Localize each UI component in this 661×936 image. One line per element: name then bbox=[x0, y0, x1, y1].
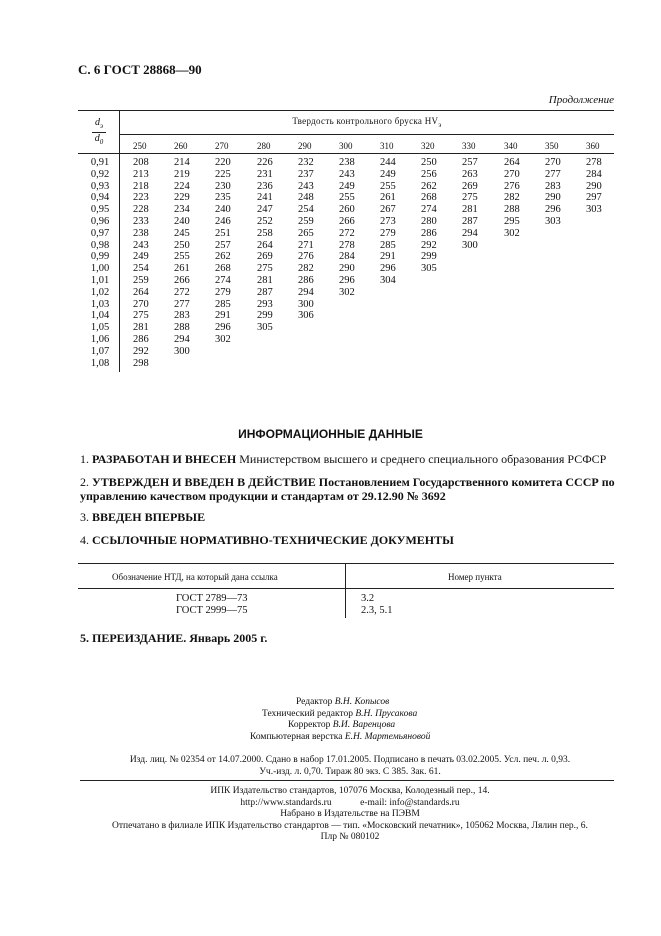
table-cell: 213 bbox=[133, 168, 149, 180]
table-cell: 268 bbox=[215, 263, 231, 275]
item-heading: УТВЕРЖДЕН И ВВЕДЕН В ДЕЙСТВИЕ bbox=[92, 475, 316, 489]
table-cell: 259 bbox=[298, 216, 314, 227]
table-cell: 300 bbox=[298, 298, 314, 310]
table-cell: 226 bbox=[257, 157, 273, 168]
row-label: 0,95 bbox=[90, 204, 110, 216]
table-cell: 249 bbox=[339, 180, 355, 192]
table-cell: 249 bbox=[133, 251, 149, 263]
table-cell: 299 bbox=[257, 310, 273, 322]
table-cell: 266 bbox=[339, 216, 355, 227]
row-label: 0,91 bbox=[90, 157, 110, 168]
row-label: 0,99 bbox=[90, 251, 110, 263]
table-cell: 283 bbox=[174, 310, 190, 322]
table-cell: 275 bbox=[257, 263, 273, 275]
table-cell: 302 bbox=[215, 334, 231, 345]
table-cell: 282 bbox=[298, 263, 314, 275]
table-cell: 269 bbox=[462, 180, 478, 192]
column-header: 350 bbox=[545, 141, 559, 151]
table-cell: 230 bbox=[215, 180, 231, 192]
table-cell: 291 bbox=[215, 310, 231, 322]
ntd-point-2: 2.3, 5.1 bbox=[361, 605, 393, 616]
table-cell: 295 bbox=[504, 216, 520, 227]
table-cell: 285 bbox=[215, 298, 231, 310]
table-cell: 273 bbox=[380, 216, 396, 227]
table-cell: 260 bbox=[339, 204, 355, 216]
table-cell: 267 bbox=[380, 204, 396, 216]
table-cell: 299 bbox=[421, 251, 437, 263]
table-cell: 228 bbox=[133, 204, 149, 216]
column-header: 360 bbox=[586, 141, 600, 151]
row-label: 1,02 bbox=[90, 286, 110, 298]
hardness-header bbox=[120, 116, 614, 129]
table-cell: 303 bbox=[545, 216, 561, 227]
credit-role: Редактор bbox=[296, 697, 333, 707]
item-heading: ВВЕДЕН ВПЕРВЫЕ bbox=[92, 510, 206, 524]
table-cell: 218 bbox=[133, 180, 149, 192]
table-cell: 237 bbox=[298, 168, 314, 180]
table-cell: 286 bbox=[133, 334, 149, 345]
table-cell: 238 bbox=[339, 157, 355, 168]
table-cell: 288 bbox=[504, 204, 520, 216]
ntd-col2-header: Номер пункта bbox=[448, 572, 502, 582]
table-cell: 304 bbox=[380, 275, 396, 286]
table-cell: 302 bbox=[504, 227, 520, 239]
row-label: 0,93 bbox=[90, 180, 110, 192]
table-head-rule bbox=[78, 153, 614, 154]
table-cell: 251 bbox=[215, 227, 231, 239]
table-cell: 246 bbox=[215, 216, 231, 227]
table-cell: 265 bbox=[298, 227, 314, 239]
info-item-5 bbox=[80, 631, 620, 645]
table-cell: 255 bbox=[174, 251, 190, 263]
table-cell: 287 bbox=[257, 286, 273, 298]
table-cell: 302 bbox=[339, 286, 355, 298]
table-cell: 261 bbox=[174, 263, 190, 275]
table-cell: 240 bbox=[215, 204, 231, 216]
table-cell: 286 bbox=[421, 227, 437, 239]
column-header: 340 bbox=[504, 141, 518, 151]
table-cell: 269 bbox=[257, 251, 273, 263]
table-cell: 276 bbox=[298, 251, 314, 263]
ntd-divider bbox=[345, 563, 346, 618]
table-cell: 272 bbox=[174, 286, 190, 298]
ntd-doc-1: ГОСТ 2789—73 bbox=[176, 593, 248, 604]
table-cell: 286 bbox=[298, 275, 314, 286]
table-cell: 236 bbox=[257, 180, 273, 192]
credit-name: Е.Н. Мартемьяновой bbox=[344, 731, 431, 742]
table-cell: 274 bbox=[215, 275, 231, 286]
imprint-line: http://www.standards.ru e-mail: info@standards.ru bbox=[240, 797, 460, 808]
table-cell: 291 bbox=[380, 251, 396, 263]
column-header: 300 bbox=[339, 141, 353, 151]
credit-line bbox=[250, 732, 430, 744]
table-cell: 243 bbox=[133, 239, 149, 251]
table-top-rule bbox=[78, 110, 614, 111]
table-cell: 306 bbox=[298, 310, 314, 322]
table-cell: 243 bbox=[298, 180, 314, 192]
table-cell: 256 bbox=[421, 168, 437, 180]
item-text: Постановлением Государственного комитета СССР по управлению качеством продукции и стандартам от 29.12.90 № 3692 bbox=[80, 475, 615, 503]
ratio-numerator-sub: э bbox=[99, 122, 104, 130]
table-cell: 296 bbox=[215, 322, 231, 334]
table-cell: 290 bbox=[545, 192, 561, 204]
row-label: 1,05 bbox=[90, 322, 110, 334]
table-cell: 277 bbox=[545, 168, 561, 180]
table-cell: 264 bbox=[257, 239, 273, 251]
table-cell: 248 bbox=[298, 192, 314, 204]
column-header: 310 bbox=[380, 141, 394, 151]
imprint-line: ИПК Издательство стандартов, 107076 Москва, Колодезный пер., 14. bbox=[210, 786, 490, 796]
item-number: 3. bbox=[80, 510, 89, 524]
table-cell: 293 bbox=[257, 298, 273, 310]
table-cell: 278 bbox=[586, 157, 602, 168]
credit-name: В.Н. Прусакова bbox=[355, 708, 418, 719]
table-cell: 279 bbox=[215, 286, 231, 298]
table-cell: 272 bbox=[339, 227, 355, 239]
ratio-header bbox=[80, 117, 118, 148]
table-cell: 259 bbox=[133, 275, 149, 286]
table-cell: 255 bbox=[339, 192, 355, 204]
continuation-label: Продолжение bbox=[548, 94, 614, 106]
column-header: 260 bbox=[174, 141, 188, 151]
table-cell: 296 bbox=[380, 263, 396, 275]
table-cell: 290 bbox=[586, 180, 602, 192]
table-cell: 270 bbox=[133, 298, 149, 310]
table-cell: 214 bbox=[174, 157, 190, 168]
table-cell: 255 bbox=[380, 180, 396, 192]
item-number: 1. bbox=[80, 452, 89, 466]
table-cell: 235 bbox=[215, 192, 231, 204]
credit-role: Технический редактор bbox=[262, 708, 353, 719]
row-label: 1,06 bbox=[90, 334, 110, 345]
table-cell: 290 bbox=[339, 263, 355, 275]
table-cell: 258 bbox=[257, 227, 273, 239]
table-left-divider bbox=[119, 110, 120, 372]
credit-name: В.Н. Копысов bbox=[334, 697, 390, 707]
row-label: 1,03 bbox=[90, 298, 110, 310]
table-cell: 281 bbox=[257, 275, 273, 286]
table-cell: 277 bbox=[174, 298, 190, 310]
row-label: 1,08 bbox=[90, 357, 110, 369]
imprint-line: Изд. лиц. № 02354 от 14.07.2000. Сдано в набор 17.01.2005. Подписано в печать 03.02.2005. Усл. печ. л. 0,93. bbox=[129, 755, 571, 765]
imprint-block-2 bbox=[80, 786, 620, 844]
column-header: 320 bbox=[421, 141, 435, 151]
table-cell: 208 bbox=[133, 157, 149, 168]
item-number: 5. bbox=[80, 631, 89, 645]
item-heading: ССЫЛОЧНЫЕ НОРМАТИВНО-ТЕХНИЧЕСКИЕ ДОКУМЕНТЫ bbox=[92, 533, 454, 547]
row-label: 1,01 bbox=[90, 275, 110, 286]
table-cell: 275 bbox=[133, 310, 149, 322]
table-cell: 281 bbox=[133, 322, 149, 334]
item-text: Министерством высшего и среднего специального образования РСФСР bbox=[236, 452, 607, 466]
row-label: 0,97 bbox=[90, 227, 110, 239]
credit-line bbox=[250, 720, 430, 732]
table-cell: 287 bbox=[462, 216, 478, 227]
ratio-numerator: d bbox=[94, 117, 100, 128]
table-cell: 220 bbox=[215, 157, 231, 168]
table-cell: 252 bbox=[257, 216, 273, 227]
table-cell: 254 bbox=[298, 204, 314, 216]
table-cell: 241 bbox=[257, 192, 273, 204]
table-cell: 249 bbox=[380, 168, 396, 180]
table-cell: 224 bbox=[174, 180, 190, 192]
item-heading: ПЕРЕИЗДАНИЕ. Январь 2005 г. bbox=[92, 631, 268, 645]
table-cell: 264 bbox=[504, 157, 520, 168]
row-label: 0,98 bbox=[90, 239, 110, 251]
info-title: ИНФОРМАЦИОННЫЕ ДАННЫЕ bbox=[238, 427, 423, 441]
table-cell: 282 bbox=[504, 192, 520, 204]
table-cell: 234 bbox=[174, 204, 190, 216]
table-cell: 233 bbox=[133, 216, 149, 227]
table-cell: 254 bbox=[133, 263, 149, 275]
table-cell: 270 bbox=[504, 168, 520, 180]
imprint-block-1 bbox=[80, 755, 620, 778]
table-cell: 266 bbox=[174, 275, 190, 286]
table-cell: 278 bbox=[339, 239, 355, 251]
table-cell: 262 bbox=[421, 180, 437, 192]
table-cell: 229 bbox=[174, 192, 190, 204]
table-cell: 225 bbox=[215, 168, 231, 180]
imprint-line: Набрано в Издательстве на ПЭВМ bbox=[280, 809, 420, 819]
column-header: 290 bbox=[298, 141, 312, 151]
table-cell: 296 bbox=[545, 204, 561, 216]
credit-name: В.И. Варенцова bbox=[332, 720, 396, 730]
table-cell: 268 bbox=[421, 192, 437, 204]
table-cell: 262 bbox=[215, 251, 231, 263]
ntd-point-1: 3.2 bbox=[361, 593, 375, 604]
table-cell: 288 bbox=[174, 322, 190, 334]
ntd-col1-header: Обозначение НТД, на который дана ссылка bbox=[112, 572, 278, 582]
table-cell: 219 bbox=[174, 168, 190, 180]
credit-role: Корректор bbox=[288, 720, 331, 730]
ntd-head-rule bbox=[78, 588, 614, 589]
page-header: С. 6 ГОСТ 28868—90 bbox=[78, 62, 202, 77]
hardness-header-text: Твердость контрольного бруска HV bbox=[292, 116, 439, 126]
ratio-denominator: d bbox=[94, 133, 100, 144]
ntd-doc-2: ГОСТ 2999—75 bbox=[176, 605, 248, 616]
table-cell: 294 bbox=[462, 227, 478, 239]
table-cell: 231 bbox=[257, 168, 273, 180]
table-cell: 280 bbox=[421, 216, 437, 227]
table-cell: 257 bbox=[215, 239, 231, 251]
row-label: 0,92 bbox=[90, 168, 110, 180]
table-cell: 264 bbox=[133, 286, 149, 298]
imprint-line: Уч.-изд. л. 0,70. Тираж 80 экз. С 385. Зак. 61. bbox=[259, 766, 441, 777]
table-cell: 294 bbox=[174, 334, 190, 345]
column-header: 330 bbox=[462, 141, 476, 151]
table-cell: 294 bbox=[298, 286, 314, 298]
table-cell: 284 bbox=[586, 168, 602, 180]
row-label: 1,07 bbox=[90, 345, 110, 357]
table-cell: 247 bbox=[257, 204, 273, 216]
table-cell: 297 bbox=[586, 192, 602, 204]
table-cell: 274 bbox=[421, 204, 437, 216]
info-item-1 bbox=[80, 452, 620, 466]
item-number: 2. bbox=[80, 475, 89, 489]
table-cell: 223 bbox=[133, 192, 149, 204]
table-cell: 257 bbox=[462, 157, 478, 168]
table-cell: 250 bbox=[174, 239, 190, 251]
table-cell: 298 bbox=[133, 357, 149, 369]
hardness-header-sub: э bbox=[438, 120, 442, 129]
table-cell: 232 bbox=[298, 157, 314, 168]
table-cell: 275 bbox=[462, 192, 478, 204]
row-label: 0,94 bbox=[90, 192, 110, 204]
table-cell: 270 bbox=[545, 157, 561, 168]
row-label: 1,00 bbox=[90, 263, 110, 275]
table-cell: 292 bbox=[421, 239, 437, 251]
column-header: 270 bbox=[215, 141, 229, 151]
ntd-top-rule bbox=[78, 563, 614, 564]
table-cell: 283 bbox=[545, 180, 561, 192]
table-cell: 292 bbox=[133, 345, 149, 357]
table-cell: 281 bbox=[462, 204, 478, 216]
ratio-denominator-sub: 0 bbox=[99, 138, 104, 146]
table-cell: 261 bbox=[380, 192, 396, 204]
table-cell: 250 bbox=[421, 157, 437, 168]
table-cell: 263 bbox=[462, 168, 478, 180]
credits bbox=[250, 697, 430, 743]
info-item-3 bbox=[80, 510, 620, 524]
table-cell: 305 bbox=[421, 263, 437, 275]
table-cell: 303 bbox=[586, 204, 602, 216]
column-header: 250 bbox=[133, 141, 147, 151]
imprint-line: Отпечатано в филиале ИПК Издательство стандартов — тип. «Московский печатник», 105062 Москва, Лялин пер., 6. bbox=[112, 820, 588, 831]
info-item-2 bbox=[80, 475, 620, 503]
credit-line bbox=[250, 697, 430, 709]
credit-line bbox=[250, 709, 430, 721]
table-cell: 279 bbox=[380, 227, 396, 239]
credit-role: Компьютерная верстка bbox=[250, 731, 343, 742]
item-heading: РАЗРАБОТАН И ВНЕСЕН bbox=[92, 452, 237, 466]
table-cell: 245 bbox=[174, 227, 190, 239]
column-header: 280 bbox=[257, 141, 271, 151]
table-cell: 285 bbox=[380, 239, 396, 251]
imprint-rule bbox=[80, 780, 614, 781]
table-cell: 300 bbox=[174, 345, 190, 357]
table-cell: 296 bbox=[339, 275, 355, 286]
row-label: 1,04 bbox=[90, 310, 110, 322]
table-cell: 305 bbox=[257, 322, 273, 334]
table-cell: 243 bbox=[339, 168, 355, 180]
table-cell: 238 bbox=[133, 227, 149, 239]
table-cell: 300 bbox=[462, 239, 478, 251]
table-cell: 276 bbox=[504, 180, 520, 192]
table-cell: 244 bbox=[380, 157, 396, 168]
table-cell: 240 bbox=[174, 216, 190, 227]
info-item-4 bbox=[80, 533, 620, 547]
table-cell: 284 bbox=[339, 251, 355, 263]
table-cell: 271 bbox=[298, 239, 314, 251]
row-label: 0,96 bbox=[90, 216, 110, 227]
item-number: 4. bbox=[80, 533, 89, 547]
imprint-line: Плр № 080102 bbox=[320, 832, 380, 842]
table-subhead-rule bbox=[120, 134, 614, 135]
